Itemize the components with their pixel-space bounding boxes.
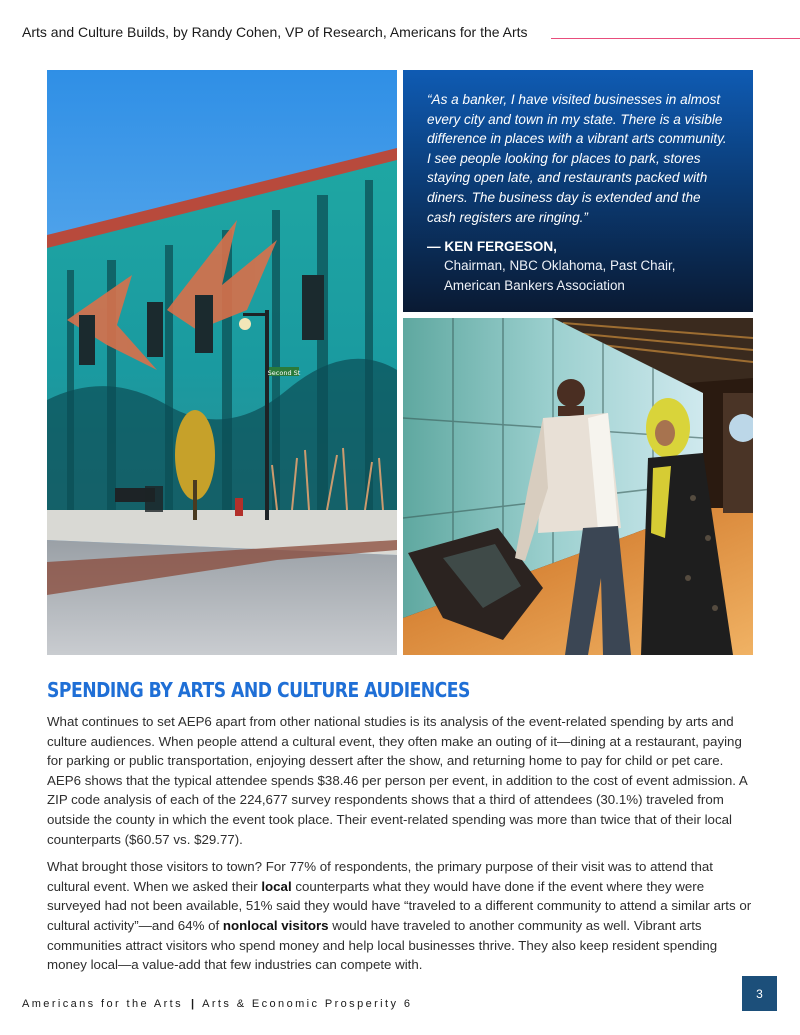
quote-attribution-organization: American Bankers Association: [444, 277, 625, 293]
section-heading: SPENDING BY ARTS AND CULTURE AUDIENCES: [47, 678, 470, 702]
emphasis-local: local: [261, 878, 292, 894]
quote-attribution-name: — KEN FERGESON,: [427, 239, 557, 255]
gallery-visitors-photo: [403, 318, 753, 655]
footer-separator: |: [191, 998, 195, 1010]
page-number: 3: [756, 986, 763, 1001]
pull-quote-box: [403, 70, 753, 312]
footer: [22, 998, 412, 1010]
footer-publication: Arts & Economic Prosperity 6: [202, 998, 413, 1010]
paragraph-2-text: counterparts what they would have done if the event where they were surveyed had not been available, 51% said they would have “traveled to a different community to attend a similar arts or cultural activity”—and 64% of: [47, 878, 752, 933]
header-divider: [551, 38, 800, 39]
header-title: Arts and Culture Builds, by Randy Cohen, VP of Research, Americans for the Arts: [22, 24, 528, 40]
paragraph-2-text: What brought those visitors to town? For 77% of respondents, the primary purpose of their visit was to attend that cultural event. When we asked their: [47, 859, 713, 894]
quote-text: “As a banker, I have visited businesses in almost every city and town in my state. There is a visible difference in places with a vibrant arts community. I see people looking for places to park, stores staying open late, and restaurants packed with diners. The business day is extended and the cash registers are ringing.”: [427, 92, 727, 225]
quote-attribution-role: Chairman, NBC Oklahoma, Past Chair,: [444, 258, 676, 274]
paragraph-2: [47, 857, 753, 975]
paragraph-1: What continues to set AEP6 apart from other national studies is its analysis of the event-related spending by arts and culture audiences. When people attend a cultural event, they often make an outing of it—dining at a restaurant, paying for parking or public transportation, enjoying dessert after the show, and returning home to pay for child or pet care. AEP6 shows that the typical attendee spends $38.46 per person per event, in addition to the cost of event admission. A ZIP code analysis of each of the 224,677 survey respondents shows that a third of attendees (30.1%) traveled from outside the county in which the event took place. Their event-related spending was more than twice that of their local counterparts ($60.57 vs. $29.77).: [47, 714, 748, 847]
footer-organization: Americans for the Arts: [22, 998, 184, 1010]
street-sign-label: Second St: [267, 369, 301, 377]
emphasis-nonlocal-visitors: nonlocal visitors: [222, 917, 329, 933]
mural-building-photo: [47, 70, 397, 655]
paragraph-2-text: would have traveled to another community as well. Vibrant arts communities attract visitors who spend money and help local businesses thrive. They also keep resident spending money local—a value-add that few industries can compete with.: [47, 917, 718, 973]
page-number-badge: [742, 976, 777, 1011]
article-body: [47, 712, 753, 983]
